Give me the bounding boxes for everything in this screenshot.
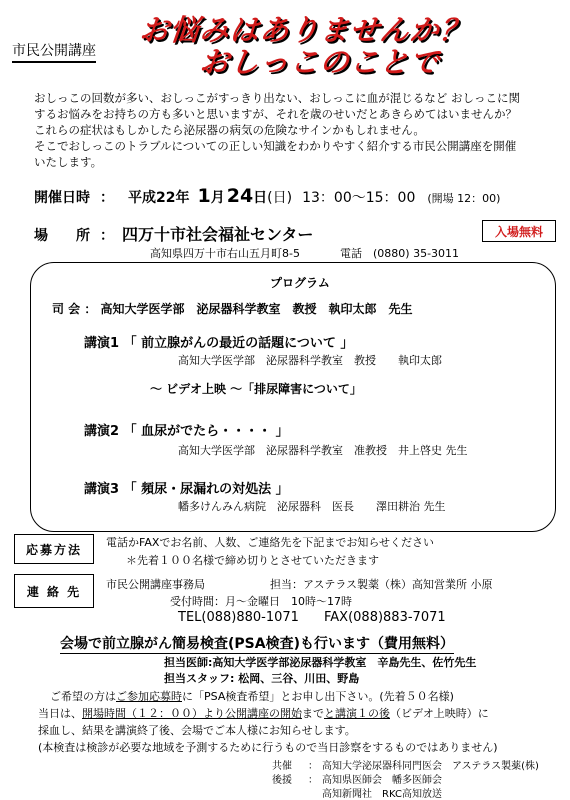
intro-line: いたします。 xyxy=(34,155,103,169)
contact-tel: TEL(088)880-1071 xyxy=(178,610,299,625)
datetime-weekday: (日) xyxy=(267,190,293,206)
psa-note-4: (本検査は検診が必要な地域を予測するために行うもので当日診察をするものではありません) xyxy=(38,741,498,754)
datetime-open: (開場 12：00) xyxy=(427,192,501,205)
psa-note-2a: 当日は、 xyxy=(38,707,82,720)
admission-free-badge: 入場無料 xyxy=(482,220,556,242)
datetime-time: 13：00～15：00 xyxy=(302,190,416,206)
psa-heading: 会場で前立腺がん簡易検査(PSA検査)も行います（費用無料） xyxy=(60,633,454,654)
psa-note-1c: に「PSA検査希望」とお申し出下さい。(先着５０名様) xyxy=(182,690,454,703)
psa-doctors: 担当医師:高知大学医学部泌尿器科学教室 辛島先生、佐竹先生 xyxy=(164,656,477,669)
intro-line: そこでおしっこのトラブルについての正しい知識をわかりやすく紹介する市民公開講座を開催 xyxy=(34,139,517,153)
contact-person: 担当：アステラス製薬（株）高知営業所 小原 xyxy=(270,578,493,591)
contact-label: 連 絡 先 xyxy=(14,574,94,608)
event-venue xyxy=(34,222,313,245)
psa-note-2e: （ビデオ上映時）に xyxy=(390,707,489,720)
intro-line: おしっこの回数が多い、おしっこがすっきり出ない、おしっこに血が混じるなど おしっこに関 xyxy=(34,91,520,105)
lecture-3-title: 講演3 「 頻尿・尿漏れの対処法 」 xyxy=(84,482,289,497)
contact-fax: FAX(088)883-7071 xyxy=(324,610,446,625)
contact-office: 市民公開講座事務局 xyxy=(106,578,205,591)
lecture-1-speaker: 高知大学医学部 泌尿器科学教室 教授 執印太郎 xyxy=(178,354,442,367)
host-colon: ： xyxy=(308,761,318,772)
psa-note-2 xyxy=(38,705,489,721)
venue-name: 四万十市社会福祉センター xyxy=(122,225,314,244)
psa-note-1 xyxy=(50,688,454,704)
apply-line-1: 電話かFAXでお名前、人数、ご連絡先を下記までお知らせください xyxy=(106,536,435,549)
event-datetime xyxy=(34,185,500,207)
support-organizations-2: 高知新聞社 RKC高知放送 xyxy=(322,789,442,800)
program-title: プログラム xyxy=(270,276,330,290)
psa-staff: 担当スタッフ: 松岡、三谷、川田、野島 xyxy=(164,672,360,685)
lecture-3-speaker: 幡多けんみん病院 泌尿器科 医長 澤田耕治 先生 xyxy=(178,500,446,513)
psa-note-3: 採血し、結果を講演終了後、会場でご本人様にお知らせします。 xyxy=(38,724,356,737)
support-colon: ： xyxy=(308,775,318,786)
host-organizations: 高知大学泌尿器科同門医会 アステラス製薬(株) xyxy=(322,761,539,772)
datetime-month-unit: 月 xyxy=(210,190,225,206)
datetime-era: 平成22年 xyxy=(128,190,190,206)
datetime-colon: ： xyxy=(100,190,114,206)
support-label: 後援 xyxy=(272,775,292,786)
headline-line-2: おしっこのことで xyxy=(198,45,442,79)
support-organizations-1: 高知県医師会 幡多医師会 xyxy=(322,775,442,786)
venue-colon: ： xyxy=(100,228,114,244)
venue-label: 場 所 xyxy=(34,228,90,244)
psa-note-2b: 開場時間（１２：００）より公開講座の開始 xyxy=(82,707,302,720)
datetime-label: 開催日時 xyxy=(34,190,90,206)
datetime-day-unit: 日 xyxy=(253,190,268,206)
intro-paragraph xyxy=(34,90,554,170)
lecture-2-title: 講演2 「 血尿がでたら・・・・ 」 xyxy=(84,424,289,439)
datetime-day: 24 xyxy=(226,185,254,207)
psa-note-1a: ご希望の方は xyxy=(50,690,116,703)
venue-address: 高知県四万十市右山五月町8-5 xyxy=(150,247,300,260)
series-label: 市民公開講座 xyxy=(12,40,96,63)
psa-note-2c: まで xyxy=(302,707,324,720)
psa-note-2d: と講演１の後 xyxy=(324,707,390,720)
datetime-month: 1 xyxy=(197,185,211,207)
headline-line-1: お悩みはありませんか？ xyxy=(138,13,472,47)
program-moderator: 司 会 ： 高知大学医学部 泌尿器科学教室 教授 執印太郎 先生 xyxy=(52,302,413,316)
contact-hours: 受付時間：月～金曜日 10時～17時 xyxy=(170,595,352,608)
host-label: 共催 xyxy=(272,761,292,772)
video-screening: ～ ビデオ上映 ～「排尿障害について」 xyxy=(150,382,362,396)
psa-note-1b: ご参加応募時 xyxy=(116,690,182,703)
intro-line: これらの症状はもしかしたら泌尿器の病気の危険なサインかもしれません。 xyxy=(34,123,425,137)
lecture-2-speaker: 高知大学医学部 泌尿器科学教室 准教授 井上啓史 先生 xyxy=(178,444,468,457)
apply-label: 応募方法 xyxy=(14,534,94,564)
lecture-1-title: 講演1 「 前立腺がんの最近の話題について 」 xyxy=(84,336,354,351)
apply-line-2: ＊先着１００名様で締め切りとさせていただきます xyxy=(126,554,379,567)
venue-phone: 電話 (0880) 35-3011 xyxy=(340,247,460,260)
intro-line: するお悩みをお持ちの方も多いと思いますが、それを歳のせいだとあきらめてはいませんか？ xyxy=(34,107,517,121)
